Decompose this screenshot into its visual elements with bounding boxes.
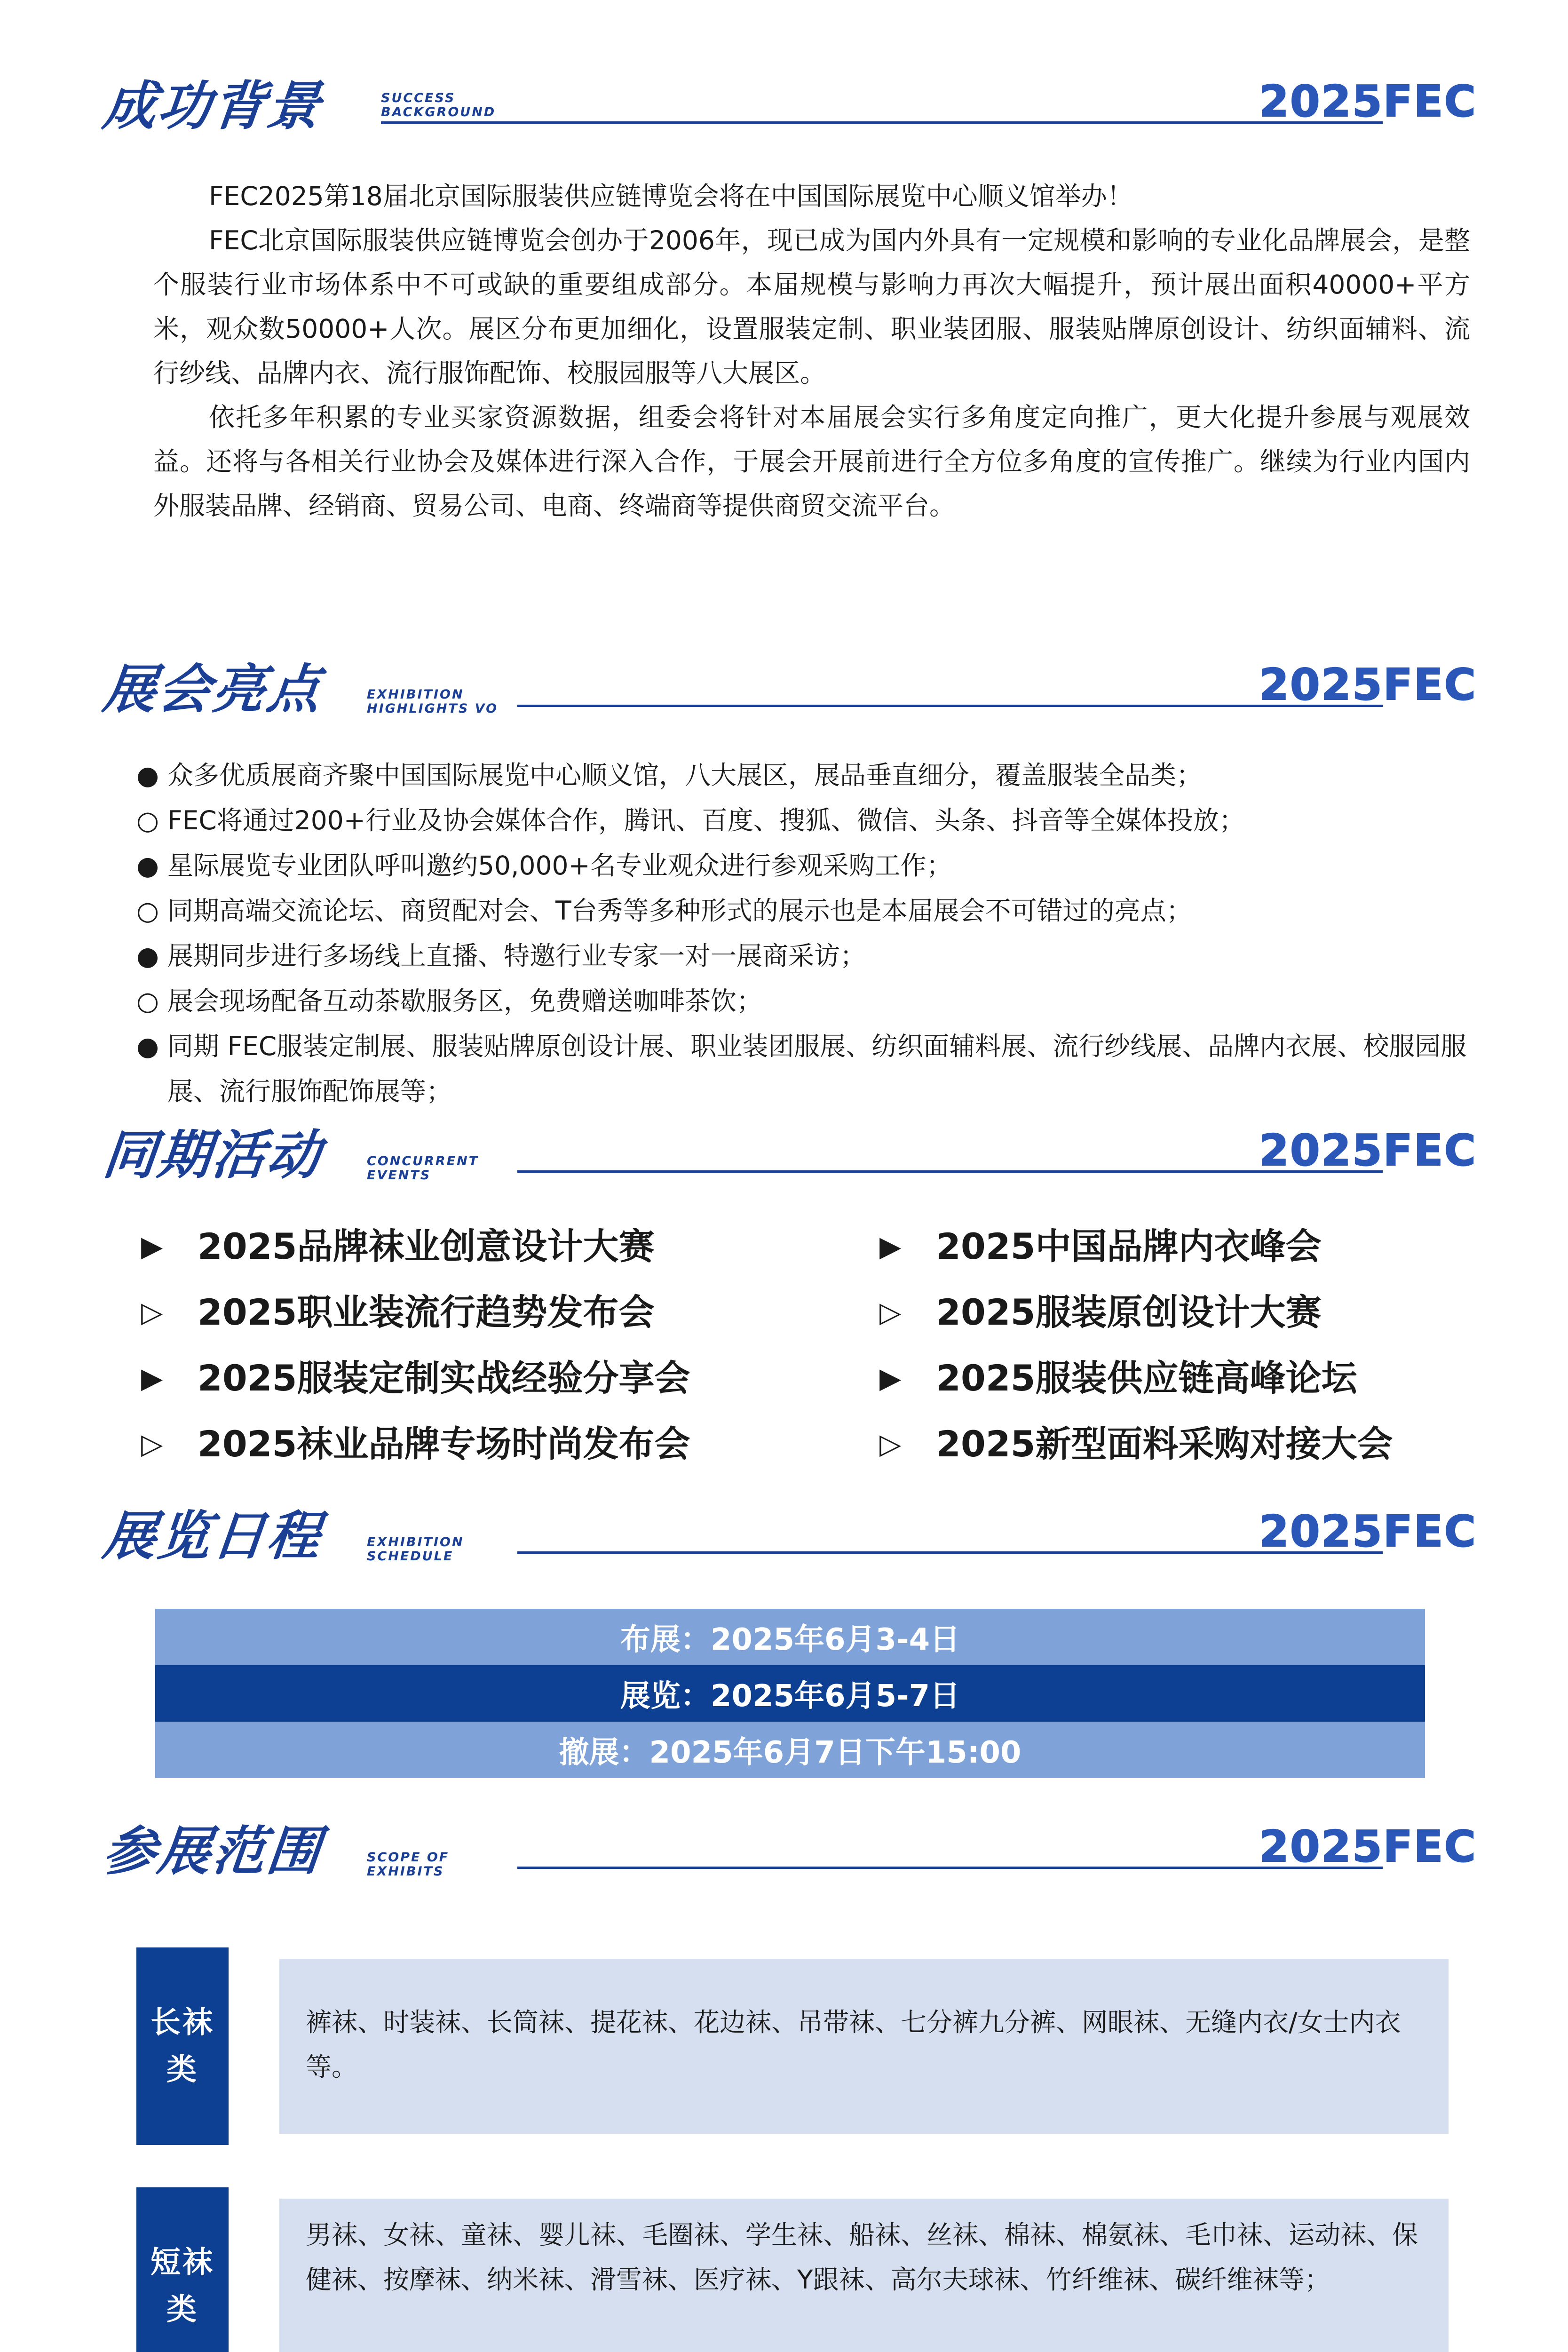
list-item: ● 同期 FEC服装定制展、服装贴牌原创设计展、职业装团服展、纺织面辅料展、流行纱线展、品牌内衣展、校服园服展、流行服饰配饰展等； [136,1031,1467,1106]
scope-label: 短袜类 [136,2187,229,2352]
paragraph: FEC北京国际服装供应链博览会创办于2006年，现已成为国内外具有一定规模和影响的专业化品牌展会，是整个服装行业市场体系中不可或缺的重要组成部分。本届规模与影响力再次大幅提升，预计展出面积40000+平方米，观众数50000+人次。展区分布更加细化，设置服装定制、职业装团服、服装贴牌原创设计、纺织面辅料、流行纱线、品牌内衣、流行服饰配饰、校服园服等八大展区。 [153,225,1470,388]
schedule-teardown: 撤展：2025年6月7日下午15:00 [155,1722,1425,1778]
section-divider [517,1867,1383,1869]
section-header-schedule [100,1506,1477,1567]
schedule-table [155,1609,1425,1778]
schedule-setup: 布展：2025年6月3-4日 [155,1609,1425,1665]
section-header-scope [100,1821,1477,1882]
activity-item: ▷ 2025袜业品牌专场时尚发布会 [141,1411,879,1477]
activity-row [141,1345,1458,1411]
triangle-icon: ▶ [879,1230,902,1263]
brand-label: 2025FEC [1259,1506,1477,1557]
section-divider [381,121,1383,124]
paragraph: FEC2025第18届北京国际服装供应链博览会将在中国国际展览中心顺义馆举办！ [209,181,1133,211]
activity-item: ▶ 2025服装供应链高峰论坛 [879,1345,1458,1411]
triangle-icon: ▶ [141,1362,163,1395]
triangle-icon: ▶ [141,1230,163,1263]
paragraph: 依托多年积累的专业买家资源数据，组委会将针对本届展会实行多角度定向推广，更大化提升参展与观展效益。还将与各相关行业协会及媒体进行深入合作，于展会开展前进行全方位多角度的宣传推广。继续为行业内国内外服装品牌、经销商、贸易公司、电商、终端商等提供商贸交流平台。 [153,402,1470,521]
activity-item: ▷ 2025职业装流行趋势发布会 [141,1279,879,1345]
triangle-icon: ▷ [141,1428,163,1461]
brand-label: 2025FEC [1259,1821,1477,1872]
list-item: ● 星际展览专业团队呼叫邀约50,000+名专业观众进行参观采购工作； [136,850,952,881]
scope-text: 裤袜、时装袜、长筒袜、提花袜、花边袜、吊带袜、七分裤九分裤、网眼袜、无缝内衣/女士内衣等。 [279,1959,1449,2134]
brand-label: 2025FEC [1259,1125,1477,1176]
scope-label: 长袜类 [136,1947,229,2145]
scope-row-stockings [136,1947,1449,2145]
section-divider [517,1551,1383,1554]
list-item: ○ 同期高端交流论坛、商贸配对会、T台秀等多种形式的展示也是本届展会不可错过的亮点； [136,896,1192,926]
section-divider [517,705,1383,707]
triangle-icon: ▷ [879,1296,902,1329]
section-header-background [100,76,1477,137]
background-text [153,174,1470,528]
section-subtitle: SCOPE OF EXHIBITS [367,1850,450,1879]
activity-item: ▶ 2025中国品牌内衣峰会 [879,1214,1458,1279]
list-item: ● 众多优质展商齐聚中国国际展览中心顺义馆，八大展区，展品垂直细分，覆盖服装全品类； [136,760,1203,790]
section-title: 成功背景 [100,76,325,137]
section-divider [517,1170,1383,1173]
list-item: ○ 展会现场配备互动茶歇服务区，免费赠送咖啡茶饮； [136,986,763,1016]
activity-item: ▶ 2025品牌袜业创意设计大赛 [141,1214,879,1279]
section-subtitle: EXHIBITION SCHEDULE [367,1535,464,1564]
schedule-exhibition: 展览：2025年6月5-7日 [155,1665,1425,1722]
brand-label: 2025FEC [1259,660,1477,710]
activity-item: ▶ 2025服装定制实战经验分享会 [141,1345,879,1411]
triangle-icon: ▶ [879,1362,902,1395]
activity-row [141,1214,1458,1279]
triangle-icon: ▷ [141,1296,163,1329]
section-title: 展览日程 [100,1506,325,1567]
section-subtitle: EXHIBITION HIGHLIGHTS VO [367,687,499,716]
list-item: ○ FEC将通过200+行业及协会媒体合作，腾讯、百度、搜狐、微信、头条、抖音等全媒体投放； [136,805,1245,835]
triangle-icon: ▷ [879,1428,902,1461]
activity-row [141,1279,1458,1345]
list-item: ● 展期同步进行多场线上直播、特邀行业专家一对一展商采访； [136,941,866,971]
activity-row [141,1411,1458,1477]
activity-item: ▷ 2025新型面料采购对接大会 [879,1411,1458,1477]
section-subtitle: SUCCESS BACKGROUND [381,91,496,119]
scope-text: 男袜、女袜、童袜、婴儿袜、毛圈袜、学生袜、船袜、丝袜、棉袜、棉氨袜、毛巾袜、运动袜、保健袜、按摩袜、纳米袜、滑雪袜、医疗袜、Y跟袜、高尔夫球袜、竹纤维袜、碳纤维袜等； [279,2199,1449,2352]
activity-item: ▷ 2025服装原创设计大赛 [879,1279,1458,1345]
section-title: 展会亮点 [100,659,325,720]
activities-grid [141,1214,1458,1477]
section-subtitle: CONCURRENT EVENTS [367,1154,479,1183]
section-title: 参展范围 [100,1821,325,1882]
section-header-activities [100,1125,1477,1186]
scope-row-socks [136,2187,1449,2352]
section-header-highlights [100,659,1477,720]
brand-label: 2025FEC [1259,76,1477,127]
section-title: 同期活动 [100,1125,325,1186]
highlights-list [136,753,1467,1114]
